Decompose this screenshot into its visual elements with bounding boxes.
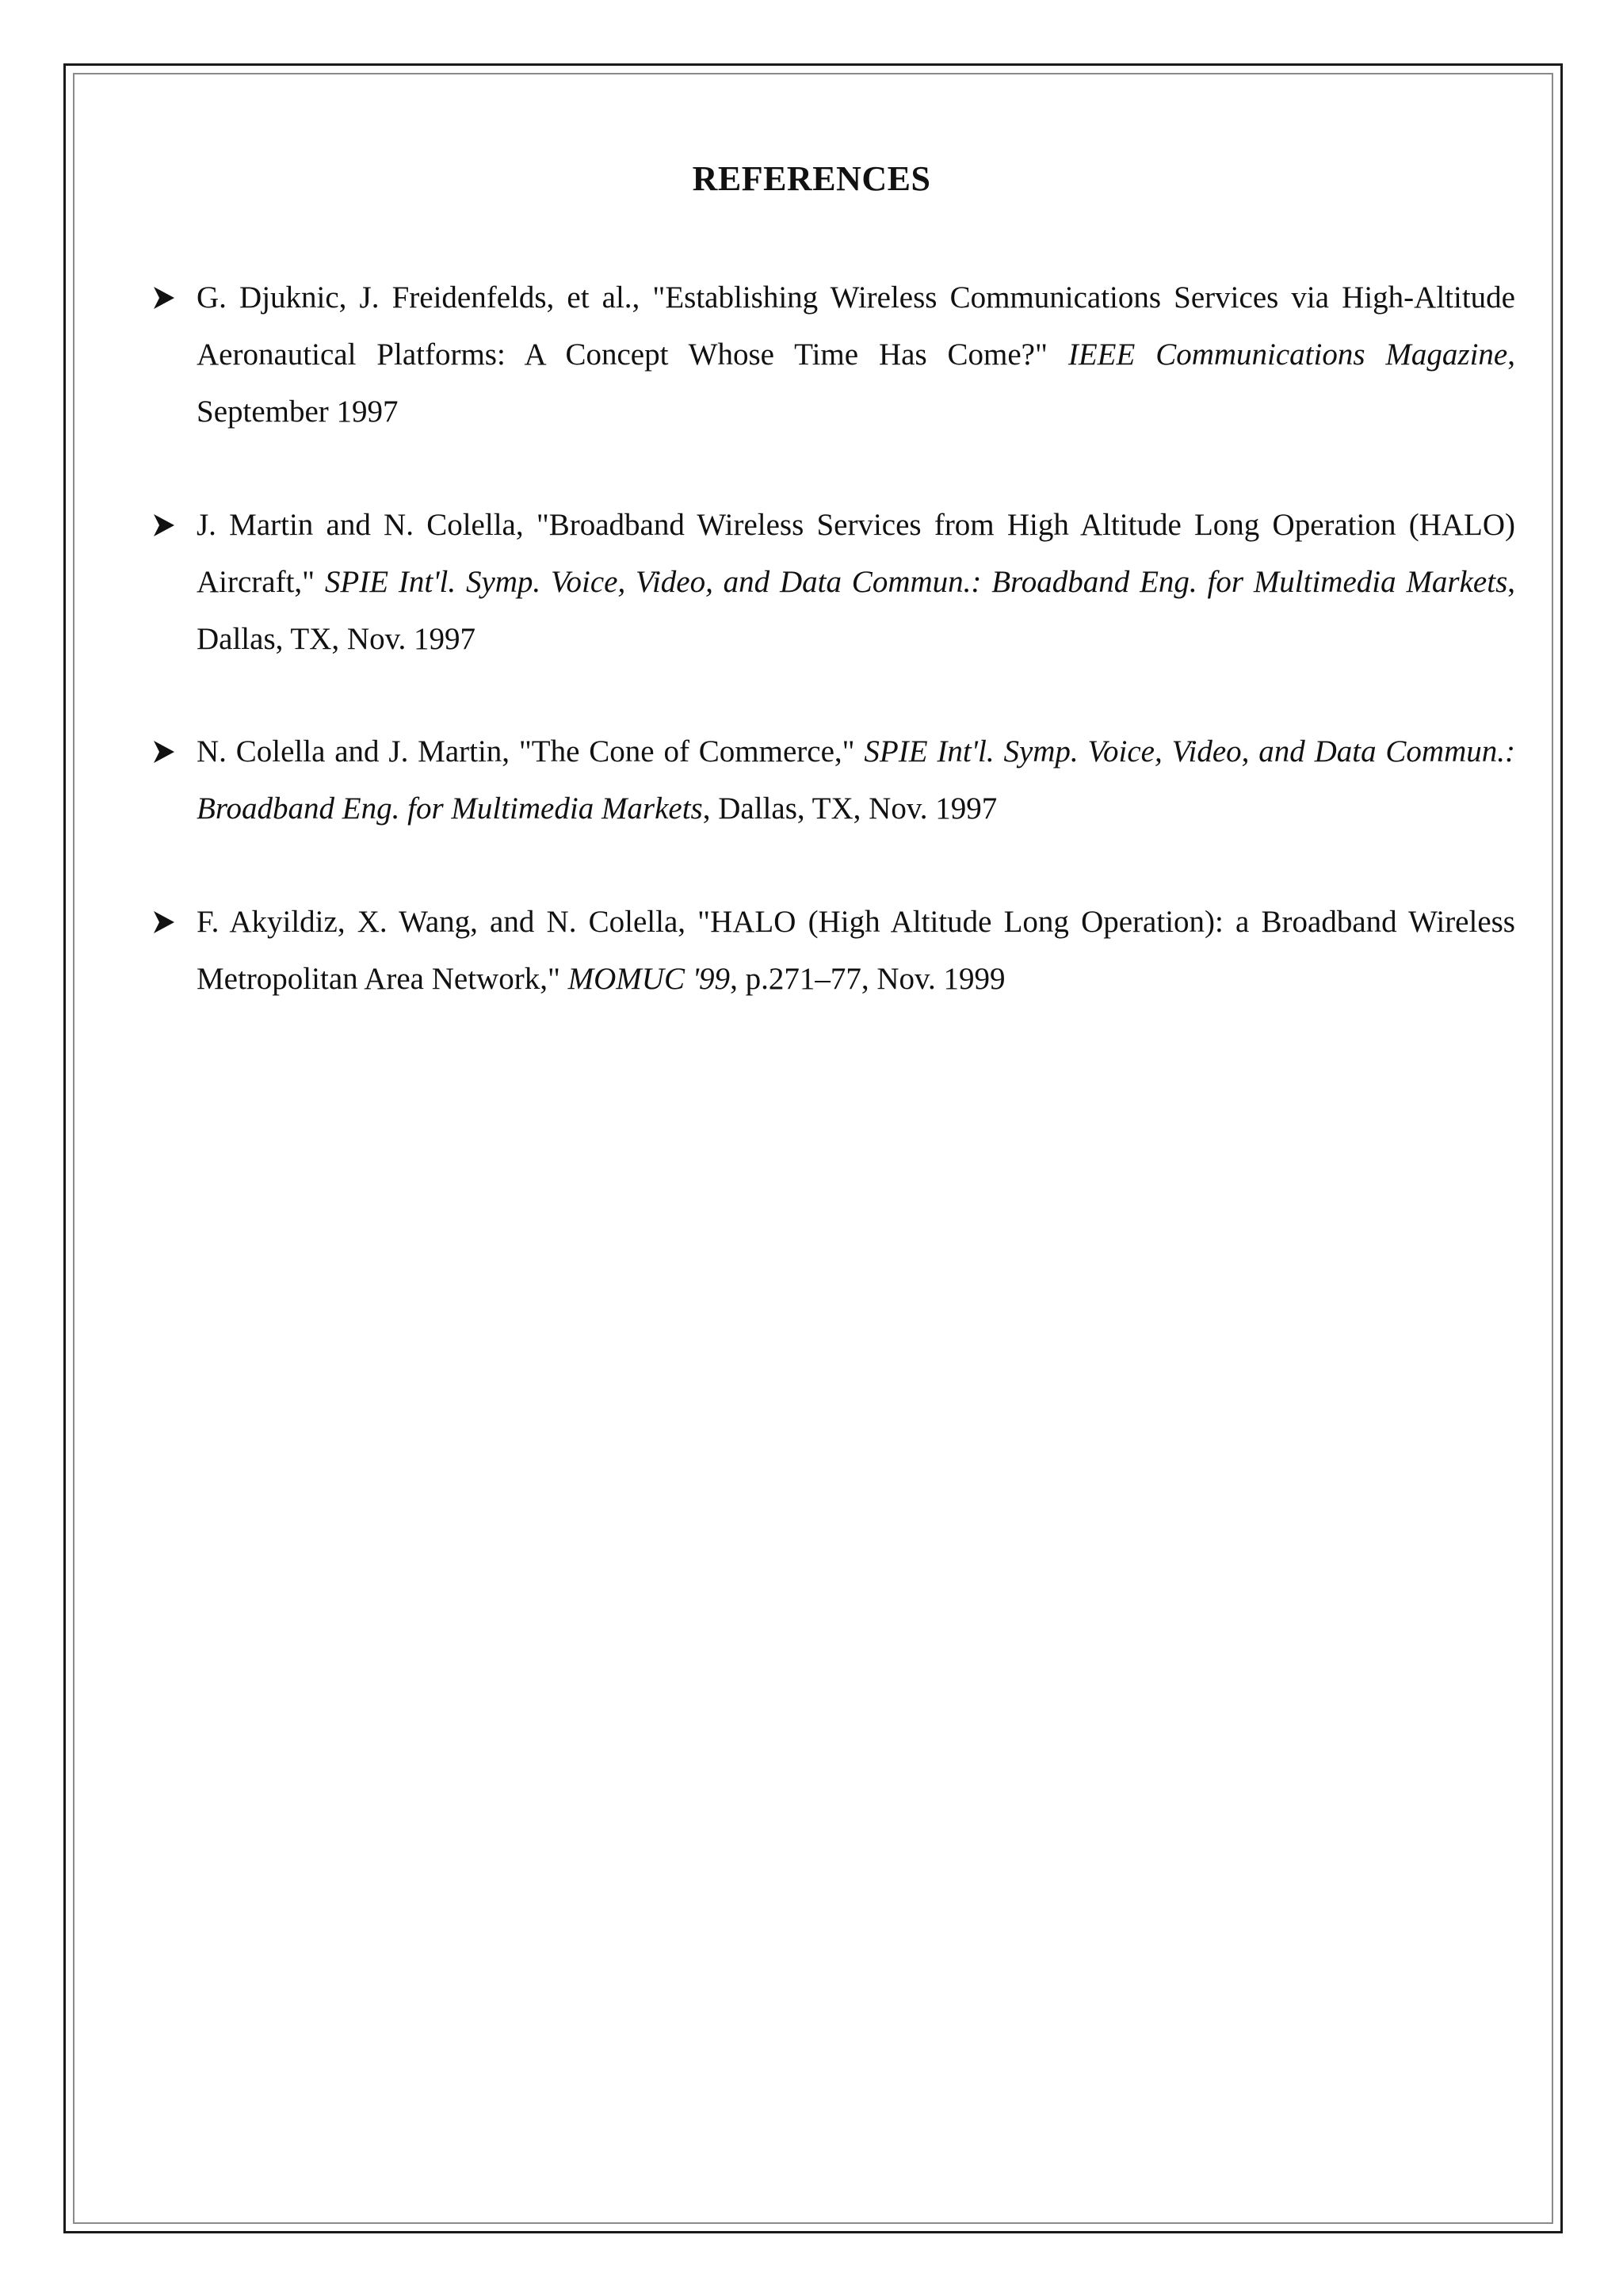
reference-details: , p.271–77, Nov. 1999: [730, 962, 1006, 996]
reference-source: SPIE Int'l. Symp. Voice, Video, and Data Commun.: Broadband Eng. for Multimedia Markets: [324, 565, 1508, 599]
reference-source: MOMUC '99: [567, 962, 731, 996]
reference-text: G. Djuknic, J. Freidenfelds, et al., "Establishing Wireless Communications Services via High-Altitude Aeronautical Platforms: A Concept Whose Time Has Come?": [197, 280, 1515, 372]
reference-text: F. Akyildiz, X. Wang, and N. Colella, "HALO (High Altitude Long Operation): a Broadband Wireless Metropolitan Area Network,": [197, 905, 1515, 996]
arrowhead-bullet-icon: [152, 910, 176, 935]
reference-details: , Dallas, TX, Nov. 1997: [702, 791, 998, 826]
reference-text: N. Colella and J. Martin, "The Cone of Commerce,": [197, 734, 865, 769]
arrowhead-bullet-icon: [152, 285, 176, 311]
reference-item: [197, 894, 1515, 1008]
reference-item: [197, 497, 1515, 668]
reference-item: [197, 723, 1515, 837]
reference-item: [197, 269, 1515, 441]
arrowhead-bullet-icon: [152, 513, 176, 538]
reference-text: J. Martin and N. Colella, "Broadband Wireless Services from High Altitude Long Operation (HALO) Aircraft,": [197, 508, 1515, 599]
reference-source: IEEE Communications Magazine: [1067, 338, 1508, 372]
arrowhead-bullet-icon: [152, 739, 176, 765]
reference-source: SPIE Int'l. Symp. Voice, Video, and Data Commun.: Broadband Eng. for Multimedia Markets: [197, 734, 1515, 826]
reference-details: , September 1997: [197, 338, 1515, 429]
page-title: REFERENCES: [692, 159, 931, 198]
reference-details: , Dallas, TX, Nov. 1997: [197, 565, 1515, 656]
